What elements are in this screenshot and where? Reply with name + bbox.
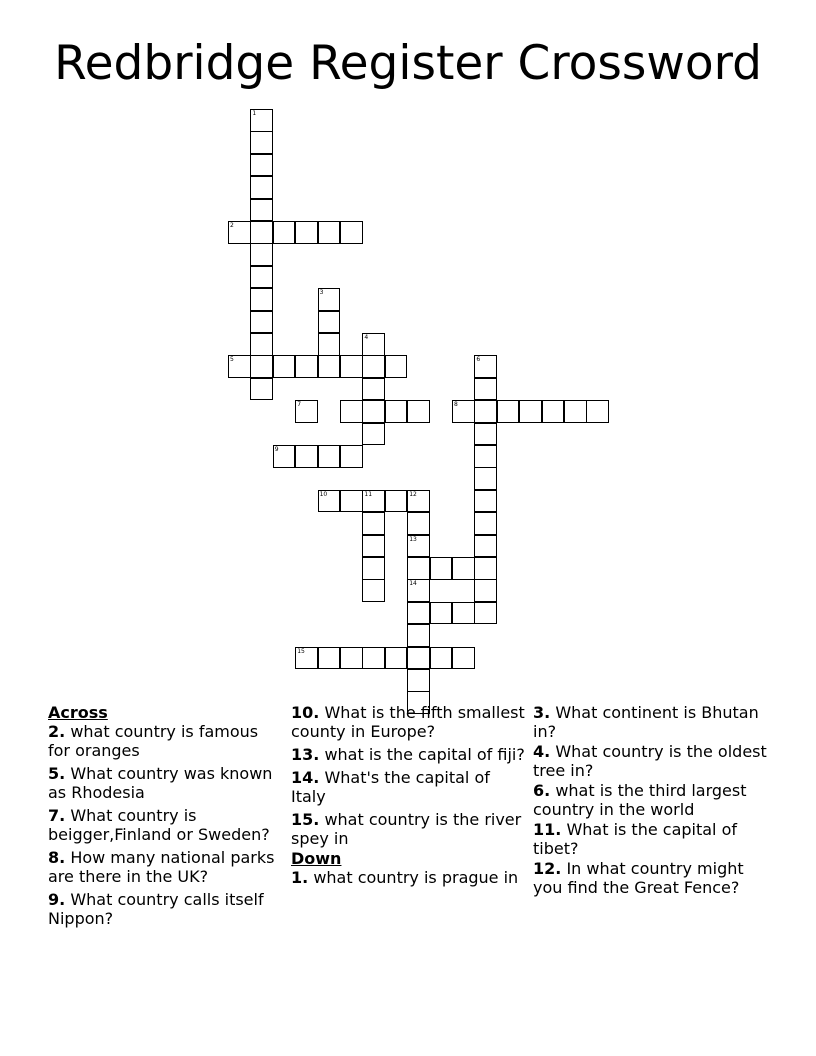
clue-number: 6. [533,781,551,800]
grid-cell[interactable] [250,311,273,334]
clue-number: 2. [48,722,66,741]
grid-cell[interactable] [407,512,430,535]
clue-down-12[interactable] [533,859,769,897]
grid-cell[interactable] [452,400,475,423]
grid-cell[interactable] [295,647,318,670]
clue-number-label: 5 [230,356,234,364]
clue-number: 3. [533,703,551,722]
grid-cell[interactable] [497,400,520,423]
grid-cell[interactable] [519,400,542,423]
grid-cell[interactable] [362,423,385,446]
clue-across-2[interactable] [48,722,284,760]
grid-cell[interactable] [362,400,385,423]
clue-number-label: 1 [252,110,257,117]
grid-cell[interactable] [362,333,385,356]
grid-cell[interactable] [250,221,273,244]
grid-cell[interactable] [318,221,341,244]
grid-cell[interactable] [385,355,408,378]
grid-cell[interactable] [318,288,341,311]
grid-cell[interactable] [407,602,430,625]
clue-column-2 [291,703,527,891]
clue-number: 8. [48,848,66,867]
grid-cell[interactable] [340,445,363,468]
clue-text: what country is prague in [313,868,519,887]
grid-cell[interactable] [407,557,430,580]
grid-cell[interactable] [295,445,318,468]
clue-text: What's the capital of Italy [291,768,490,806]
clue-down-1[interactable] [291,868,527,887]
clue-down-4[interactable] [533,742,769,780]
grid-cell[interactable] [474,535,497,558]
grid-cell[interactable] [362,378,385,401]
grid-cell[interactable] [295,221,318,244]
clue-text: In what country might you find the Great Fence? [533,859,744,897]
grid-cell[interactable] [407,624,430,647]
grid-cell[interactable] [362,512,385,535]
grid-cell[interactable] [318,490,341,513]
grid-cell[interactable] [474,602,497,625]
grid-cell[interactable] [318,311,341,334]
grid-cell[interactable] [250,378,273,401]
clue-number-label: 13 [409,535,417,543]
clue-column-3 [533,703,769,901]
grid-cell[interactable] [340,647,363,670]
clue-number-label: 8 [454,401,458,409]
grid-cell[interactable] [362,647,385,670]
clue-text: What is the capital of tibet? [533,820,738,858]
down-heading: Down [291,849,342,868]
grid-cell[interactable] [474,445,497,468]
clue-across-15[interactable] [291,810,527,848]
grid-cell[interactable] [295,355,318,378]
clue-number-label: 9 [274,446,279,453]
grid-cell[interactable] [362,579,385,602]
clue-number-label: 4 [364,334,369,341]
clue-across-13[interactable] [291,745,527,764]
clue-text: What country was known as Rhodesia [48,764,273,802]
grid-cell[interactable] [385,400,408,423]
clue-number-label: 14 [409,580,417,588]
grid-cell[interactable] [564,400,587,423]
grid-cell[interactable] [318,355,341,378]
grid-cell[interactable] [362,535,385,558]
clue-down-3[interactable] [533,703,769,741]
clue-text: What is the fifth smallest county in Europe? [291,703,525,741]
grid-cell[interactable] [385,647,408,670]
grid-cell[interactable] [430,557,453,580]
clue-number: 13. [291,745,320,764]
clue-number: 10. [291,703,320,722]
clue-number-label: 12 [409,490,417,498]
grid-cell[interactable] [250,288,273,311]
clue-across-8[interactable] [48,848,284,886]
grid-cell[interactable] [250,176,273,199]
clue-number: 7. [48,806,66,825]
grid-cell[interactable] [250,333,273,356]
grid-cell[interactable] [318,333,341,356]
grid-cell[interactable] [407,579,430,602]
clue-down-11[interactable] [533,820,769,858]
clue-across-5[interactable] [48,764,284,802]
page-title: Redbridge Register Crossword [54,36,762,91]
clue-text: what is the capital of fiji? [324,745,525,764]
clue-across-10[interactable] [291,703,527,741]
grid-cell[interactable] [273,221,296,244]
grid-cell[interactable] [340,355,363,378]
clue-number: 12. [533,859,562,878]
grid-cell[interactable] [250,131,273,154]
grid-cell[interactable] [250,154,273,177]
grid-cell[interactable] [250,199,273,222]
grid-cell[interactable] [250,109,273,132]
clue-text: what country is the river spey in [291,810,522,848]
grid-cell[interactable] [318,445,341,468]
grid-cell[interactable] [273,445,296,468]
grid-cell[interactable] [474,512,497,535]
grid-cell[interactable] [407,400,430,423]
grid-cell[interactable] [407,647,430,670]
clue-text: What country calls itself Nippon? [48,890,264,928]
grid-cell[interactable] [273,355,296,378]
clue-text: What country is the oldest tree in? [533,742,767,780]
grid-cell[interactable] [474,378,497,401]
clue-number-label: 6 [476,356,481,364]
clue-number: 14. [291,768,320,787]
grid-cell[interactable] [340,490,363,513]
grid-cell[interactable] [430,647,453,670]
clue-across-7[interactable] [48,806,284,844]
clue-number-label: 3 [319,289,324,297]
clue-number: 15. [291,810,320,829]
grid-cell[interactable] [542,400,565,423]
grid-cell[interactable] [250,243,273,266]
grid-cell[interactable] [474,423,497,446]
grid-cell[interactable] [362,557,385,580]
grid-cell[interactable] [452,602,475,625]
clue-number: 1. [291,868,309,887]
clue-number: 9. [48,890,66,909]
clue-number-label: 15 [297,647,305,655]
grid-cell[interactable] [250,355,273,378]
grid-cell[interactable] [452,647,475,670]
grid-cell[interactable] [250,266,273,289]
grid-cell[interactable] [407,490,430,513]
clue-text: How many national parks are there in the UK? [48,848,275,886]
grid-cell[interactable] [385,490,408,513]
clue-number-label: 11 [364,490,373,498]
grid-cell[interactable] [295,400,318,423]
clue-number: 5. [48,764,66,783]
grid-cell[interactable] [340,400,363,423]
grid-cell[interactable] [474,400,497,423]
grid-cell[interactable] [228,355,251,378]
grid-cell[interactable] [474,490,497,513]
grid-cell[interactable] [474,467,497,490]
clue-text: What country is beigger,Finland or Sweden? [48,806,270,844]
grid-cell[interactable] [407,535,430,558]
grid-cell[interactable] [340,221,363,244]
grid-cell[interactable] [362,355,385,378]
across-heading: Across [48,703,108,722]
grid-cell[interactable] [228,221,251,244]
grid-cell[interactable] [362,490,385,513]
clue-number-label: 10 [319,490,328,498]
clue-text: what is the third largest country in the world [533,781,747,819]
grid-cell[interactable] [452,557,475,580]
clue-across-9[interactable] [48,890,284,928]
grid-cell[interactable] [474,579,497,602]
clue-column-1 [48,703,284,932]
clue-number-label: 7 [297,401,302,409]
grid-cell[interactable] [407,669,430,692]
clue-text: What continent is Bhutan in? [533,703,759,741]
clue-number: 11. [533,820,562,839]
clue-text: what country is famous for oranges [48,722,259,760]
grid-cell[interactable] [474,557,497,580]
clue-down-6[interactable] [533,781,769,819]
grid-cell[interactable] [318,647,341,670]
grid-cell[interactable] [586,400,609,423]
clue-number-label: 2 [230,222,234,229]
grid-cell[interactable] [430,602,453,625]
grid-cell[interactable] [474,355,497,378]
clue-across-14[interactable] [291,768,527,806]
clue-number: 4. [533,742,551,761]
